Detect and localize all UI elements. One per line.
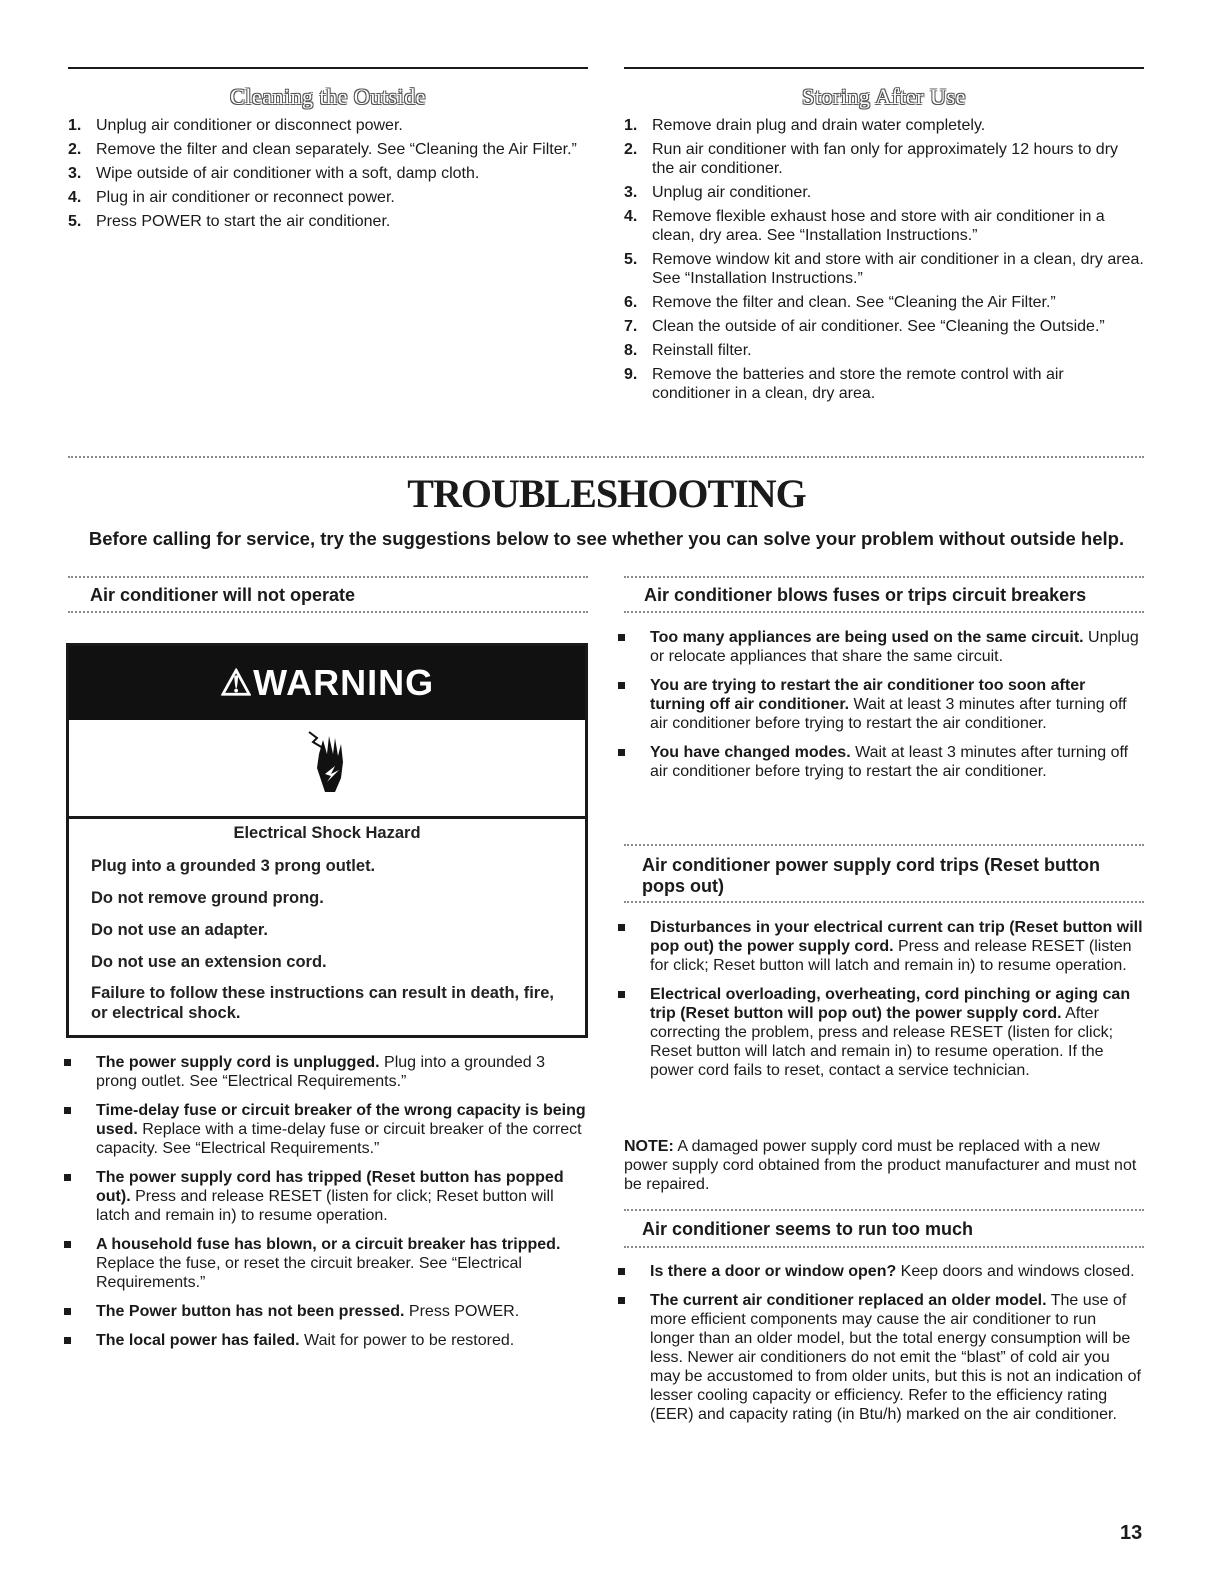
not-operate-list xyxy=(60,1053,588,1360)
list-item: The current air conditioner replaced an older model. The use of more efficient components may cause the air conditioner to run longer than an older model, but the total energy consumption will be less. Newer air conditioners do not emit the “blast” of cold air you may be accustomed to from older units, but this is not an indication of lesser cooling capacity or efficiency. Refer to the efficiency rating (EER) and capacity rating (in Btu/h) marked on the air conditioner. xyxy=(614,1291,1144,1424)
list-item: 4. Plug in air conditioner or reconnect power. xyxy=(68,189,395,206)
list-item: A household fuse has blown, or a circuit breaker has tripped. Replace the fuse, or reset the circuit breaker. See “Electrical Requirements.” xyxy=(60,1235,588,1292)
shock-hazard-icon xyxy=(307,730,357,800)
list-item: 2. Run air conditioner with fan only for approximately 12 hours to dry the air conditioner. xyxy=(624,141,1119,177)
list-item: Too many appliances are being used on the same circuit. Unplug or relocate appliances that share the same circuit. xyxy=(614,628,1144,666)
cord-trips-list xyxy=(614,918,1144,1090)
warning-banner: ⚠WARNING xyxy=(69,646,585,720)
cleaning-outside-steps xyxy=(68,116,588,236)
list-item: 6. Remove the filter and clean. See “Cleaning the Air Filter.” xyxy=(624,294,1056,311)
not-operate-heading: Air conditioner will not operate xyxy=(90,585,356,605)
heading-rule-top xyxy=(624,844,1144,846)
heading-rule-top xyxy=(624,576,1144,578)
blows-fuses-list xyxy=(614,628,1144,791)
note-paragraph: NOTE: A damaged power supply cord must be replaced with a new power supply cord obtained from the product manufacturer and must not be repaired. xyxy=(624,1138,1137,1193)
heading-rule-bottom xyxy=(624,901,1144,903)
page-number: 13 xyxy=(1120,1522,1143,1544)
list-item: Time-delay fuse or circuit breaker of the wrong capacity is being used. Replace with a time-delay fuse or circuit breaker of the correct capacity. See “Electrical Requirements.” xyxy=(60,1101,588,1158)
top-rule-right xyxy=(624,67,1144,69)
list-item: You are trying to restart the air conditioner too soon after turning off air conditioner. Wait at least 3 minutes after turning off air conditioner before trying to restart the air conditioner. xyxy=(614,676,1144,733)
warning-line: Do not use an adapter. xyxy=(91,921,268,939)
list-item: Disturbances in your electrical current can trip (Reset button will pop out) the power supply cord. Press and release RESET (listen for click; Reset button will latch and remain in) to resume operation. xyxy=(614,918,1144,975)
list-item: 7. Clean the outside of air conditioner. See “Cleaning the Outside.” xyxy=(624,318,1105,335)
heading-rule-bottom xyxy=(68,611,588,613)
list-item: 2. Remove the filter and clean separately. See “Cleaning the Air Filter.” xyxy=(68,141,577,158)
runs-too-much-heading: Air conditioner seems to run too much xyxy=(642,1219,974,1239)
list-item: 3. Unplug air conditioner. xyxy=(624,184,812,201)
warning-line: Failure to follow these instructions can result in death, fire, or electrical shock. xyxy=(91,984,554,1022)
heading-rule-top xyxy=(624,1209,1144,1211)
list-item: The Power button has not been pressed. Press POWER. xyxy=(60,1302,588,1321)
page-subtitle: Before calling for service, try the suggestions below to see whether you can solve your problem without outside help. xyxy=(88,528,1125,549)
list-item: 8. Reinstall filter. xyxy=(624,342,752,359)
section-divider xyxy=(68,456,1144,458)
heading-rule-bottom xyxy=(624,1246,1144,1248)
storing-steps xyxy=(624,116,1144,408)
hazard-title: Electrical Shock Hazard xyxy=(233,824,421,842)
warning-divider xyxy=(69,816,585,819)
warning-line: Do not use an extension cord. xyxy=(91,953,327,971)
list-item: 3. Wipe outside of air conditioner with a soft, damp cloth. xyxy=(68,165,480,182)
list-item: 1. Unplug air conditioner or disconnect power. xyxy=(68,117,403,134)
runs-too-much-list xyxy=(614,1262,1144,1434)
warning-line: Do not remove ground prong. xyxy=(91,889,324,907)
list-item: 1. Remove drain plug and drain water completely. xyxy=(624,117,986,134)
cord-trips-heading: Air conditioner power supply cord trips (Reset button pops out) xyxy=(642,855,1101,896)
list-item: Is there a door or window open? Keep doors and windows closed. xyxy=(614,1262,1144,1281)
list-item: You have changed modes. Wait at least 3 minutes after turning off air conditioner before trying to restart the air conditioner. xyxy=(614,743,1144,781)
heading-rule-top xyxy=(68,576,588,578)
list-item: The power supply cord is unplugged. Plug into a grounded 3 prong outlet. See “Electrical Requirements.” xyxy=(60,1053,588,1091)
warning-box xyxy=(66,643,588,1038)
blows-fuses-heading: Air conditioner blows fuses or trips circuit breakers xyxy=(644,585,1087,605)
list-item: 9. Remove the batteries and store the remote control with air conditioner in a clean, dry area. xyxy=(624,366,1064,402)
list-item: 5. Remove window kit and store with air conditioner in a clean, dry area. See “Installation Instructions.” xyxy=(624,251,1144,287)
list-item: Electrical overloading, overheating, cord pinching or aging can trip (Reset button will pop out) the power supply cord. After correcting the problem, press and release RESET (listen for click; Reset button will latch and remain in) to resume operation. If the power cord fails to reset, contact a service technician. xyxy=(614,985,1144,1080)
storing-heading: Storing After Use xyxy=(802,84,966,109)
list-item: The local power has failed. Wait for power to be restored. xyxy=(60,1331,588,1350)
list-item: The power supply cord has tripped (Reset button has popped out). Press and release RESET (listen for click; Reset button will latch and remain in) to resume operation. xyxy=(60,1168,588,1225)
heading-rule-bottom xyxy=(624,611,1144,613)
list-item: 4. Remove flexible exhaust hose and store with air conditioner in a clean, dry area. See “Installation Instructions.” xyxy=(624,208,1105,244)
list-item: 5. Press POWER to start the air conditioner. xyxy=(68,213,391,230)
cleaning-outside-heading: Cleaning the Outside xyxy=(230,84,426,109)
top-rule-left xyxy=(68,67,588,69)
warning-line: Plug into a grounded 3 prong outlet. xyxy=(91,857,376,875)
page-title: TROUBLESHOOTING xyxy=(407,471,806,516)
